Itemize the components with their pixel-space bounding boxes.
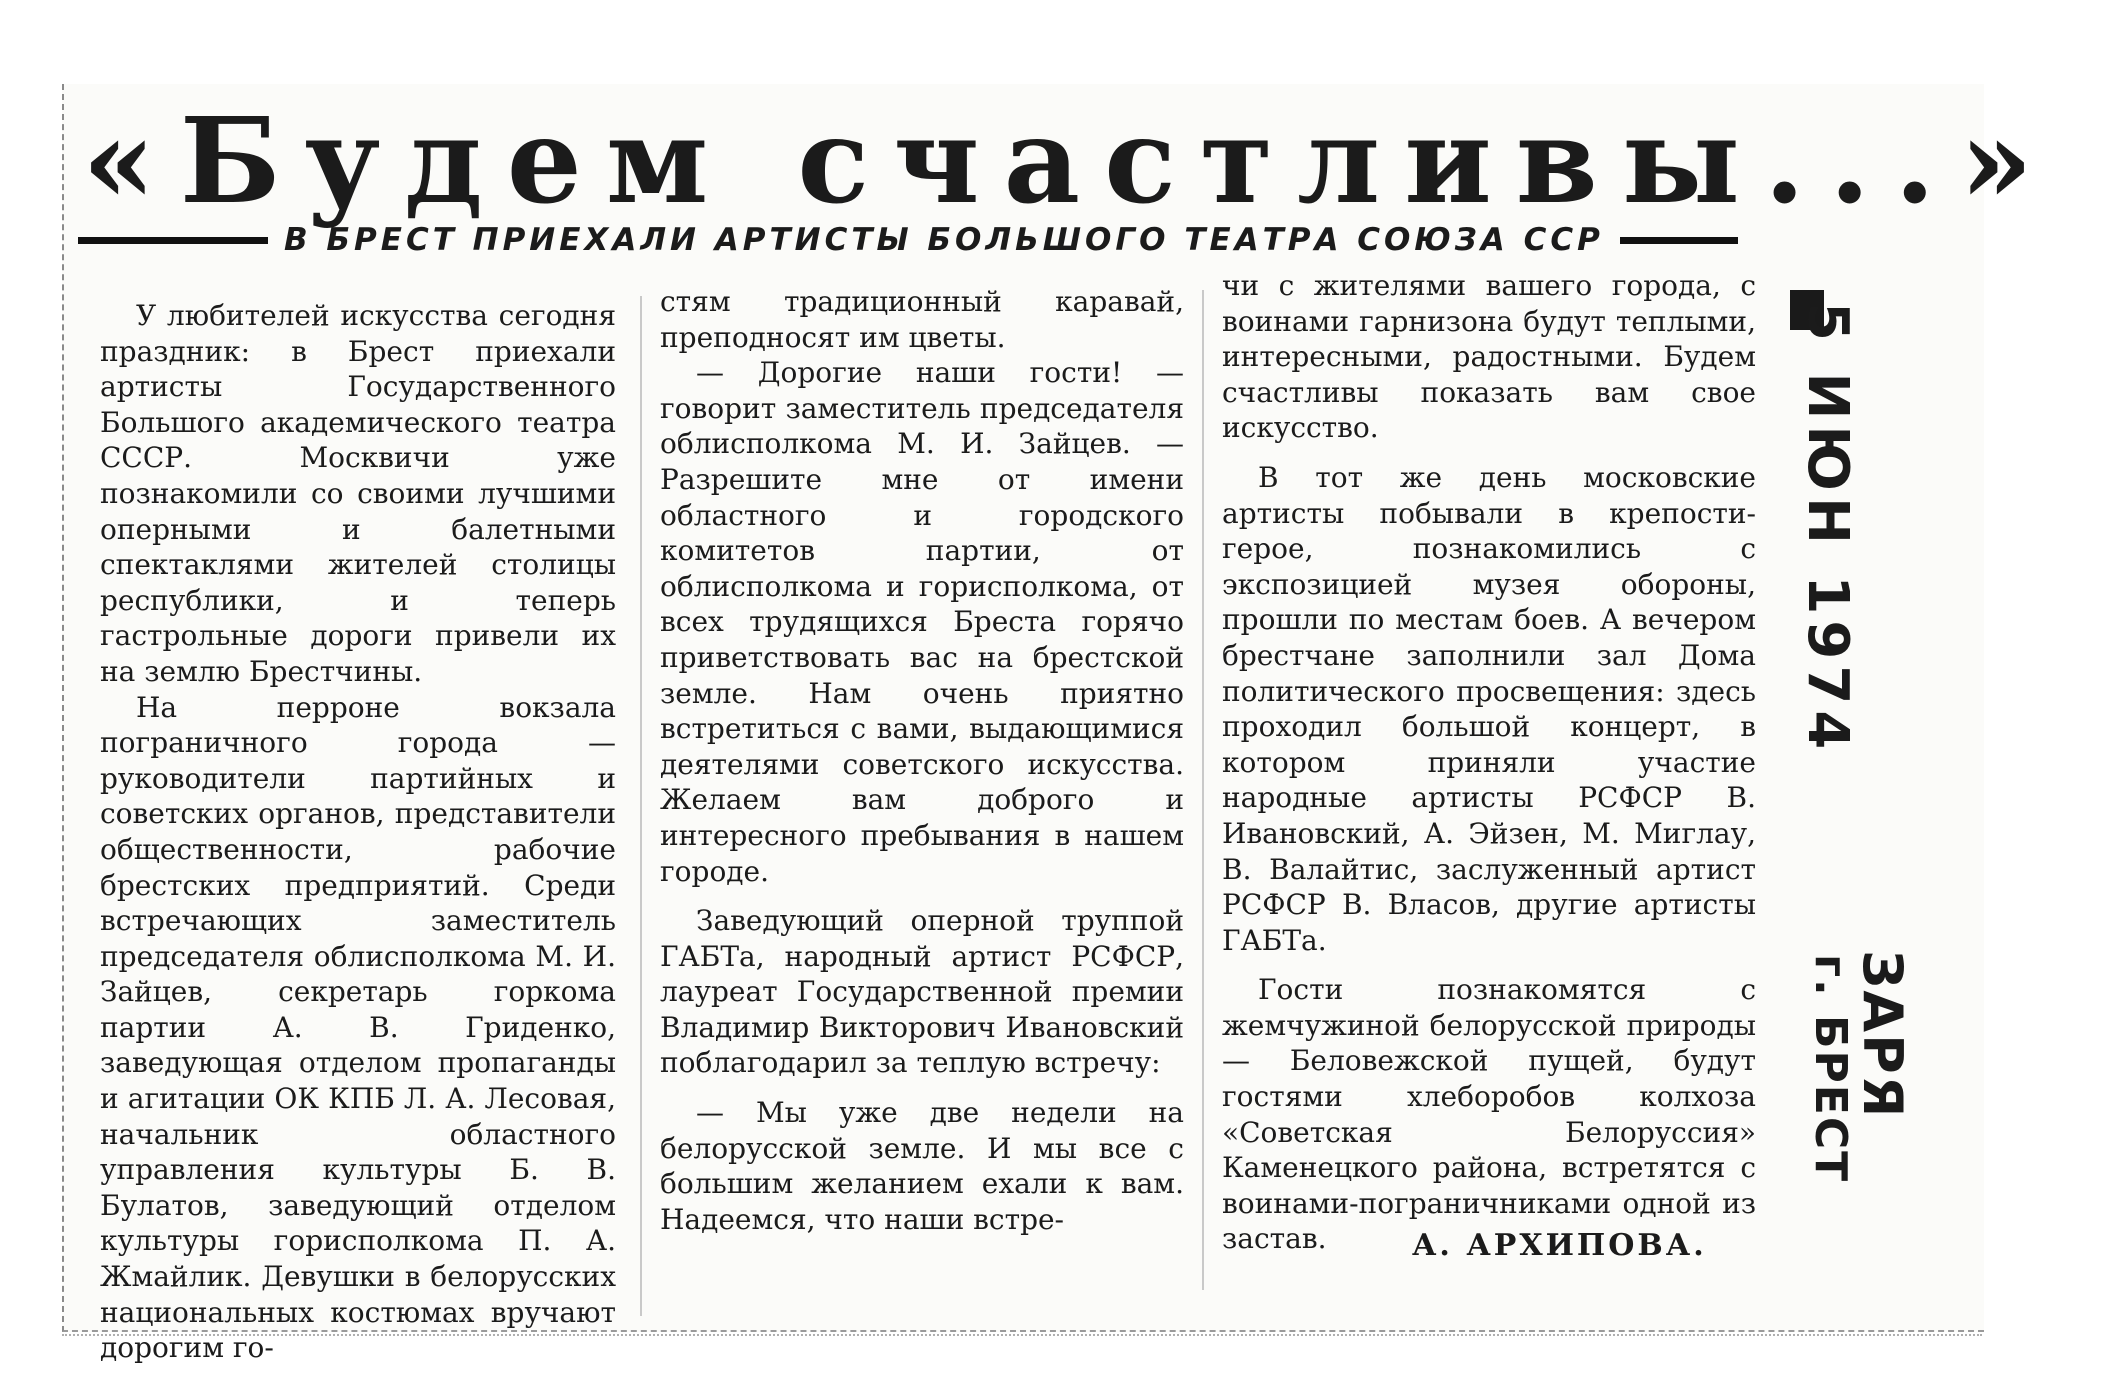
article-column-2 bbox=[660, 284, 1184, 1237]
column-divider bbox=[640, 296, 642, 1316]
paragraph: — Мы уже две недели на белорусской земле. И мы все с большим желанием ехали к вам. Надеемся, что наши встре- bbox=[660, 1096, 1184, 1236]
subheadline-rule-left bbox=[78, 237, 268, 244]
subheadline-row bbox=[78, 218, 1738, 262]
paragraph: У любителей искусства сегодня праздник: в Брест приехали артисты Государственного Большого академического театра СССР. Москвичи уже познакомили со своими лучшими оперными и балетными спектаклями жителей столицы республики, и теперь гастрольные дороги привели их на землю Брестчины. bbox=[100, 299, 616, 688]
article-headline: «Будем счастливы...» bbox=[82, 91, 2058, 230]
paragraph: стям традиционный каравай, преподносят им цветы. bbox=[660, 285, 1184, 354]
source-paper-name: ЗАРЯ bbox=[1851, 950, 1914, 1120]
article-subheadline: В БРЕСТ ПРИЕХАЛИ АРТИСТЫ БОЛЬШОГО ТЕАТРА СОЮЗА ССР bbox=[284, 222, 1604, 258]
paragraph: — Дорогие наши гости! — говорит заместитель председателя облисполкома М. И. Зайцев. — Разрешите мне от имени областного и городского комитетов партии, от облисполкома и горисполкома, от всех трудящихся Бреста горячо приветствовать вас на брестской земле. Нам очень приятно встретиться с вами, выдающимися деятелями советского искусства. Желаем вам доброго и интересного пребывания в нашем городе. bbox=[660, 356, 1184, 888]
source-stamp bbox=[1800, 950, 1930, 1184]
paragraph: чи с жителями вашего города, с воинами гарнизона будут теплыми, интересными, радостными. Будем счастливы показать вам свое искусство. bbox=[1222, 269, 1756, 445]
column-divider bbox=[1202, 290, 1204, 1290]
paragraph: Заведующий оперной труппой ГАБТа, народный артист РСФСР, лауреат Государственной премии Владимир Викторович Ивановский поблагодарил за теплую встречу: bbox=[660, 904, 1184, 1080]
article-author: А. АРХИПОВА. bbox=[1412, 1228, 1707, 1263]
paragraph: Гости познакомятся с жемчужиной белорусской природы — Беловежской пущей, будут гостями хлеборобов колхоза «Советская Белоруссия» Каменецкого района, встретятся с воинами-пограничниками одной из застав. bbox=[1222, 973, 1756, 1256]
date-stamp bbox=[1790, 302, 1860, 756]
source-city: г. БРЕСТ bbox=[1805, 954, 1856, 1184]
article-column-1 bbox=[100, 298, 616, 1366]
article-column-3 bbox=[1222, 268, 1756, 1257]
date-stamp-text: 5 ИЮН 1974 bbox=[1795, 302, 1860, 756]
subheadline-rule-right bbox=[1620, 237, 1738, 244]
paragraph: На перроне вокзала пограничного города — руководители партийных и советских органов, представители общественности, рабочие брестских предприятий. Среди встречающих заместитель председателя облисполкома М. И. Зайцев, секретарь горкома партии А. В. Гриденко, заведующая отделом пропаганды и агитации ОК КПБ Л. А. Лесовая, начальник областного управления культуры Б. В. Булатов, заведующий отделом культуры горисполкома П. А. Жмайлик. Девушки в белорусских национальных костюмах вручают дорогим го- bbox=[100, 690, 616, 1365]
paragraph: В тот же день московские артисты побывали в крепости-герое, познакомились с экспозицией музея обороны, прошли по местам боев. А вечером брестчане заполнили зал Дома политического просвещения: здесь проходил большой концерт, в котором приняли участие народные артисты РСФСР В. Ивановский, А. Эйзен, М. Миглау, В. Валайтис, заслуженный артист РСФСР В. Власов, другие артисты ГАБТа. bbox=[1222, 460, 1756, 957]
